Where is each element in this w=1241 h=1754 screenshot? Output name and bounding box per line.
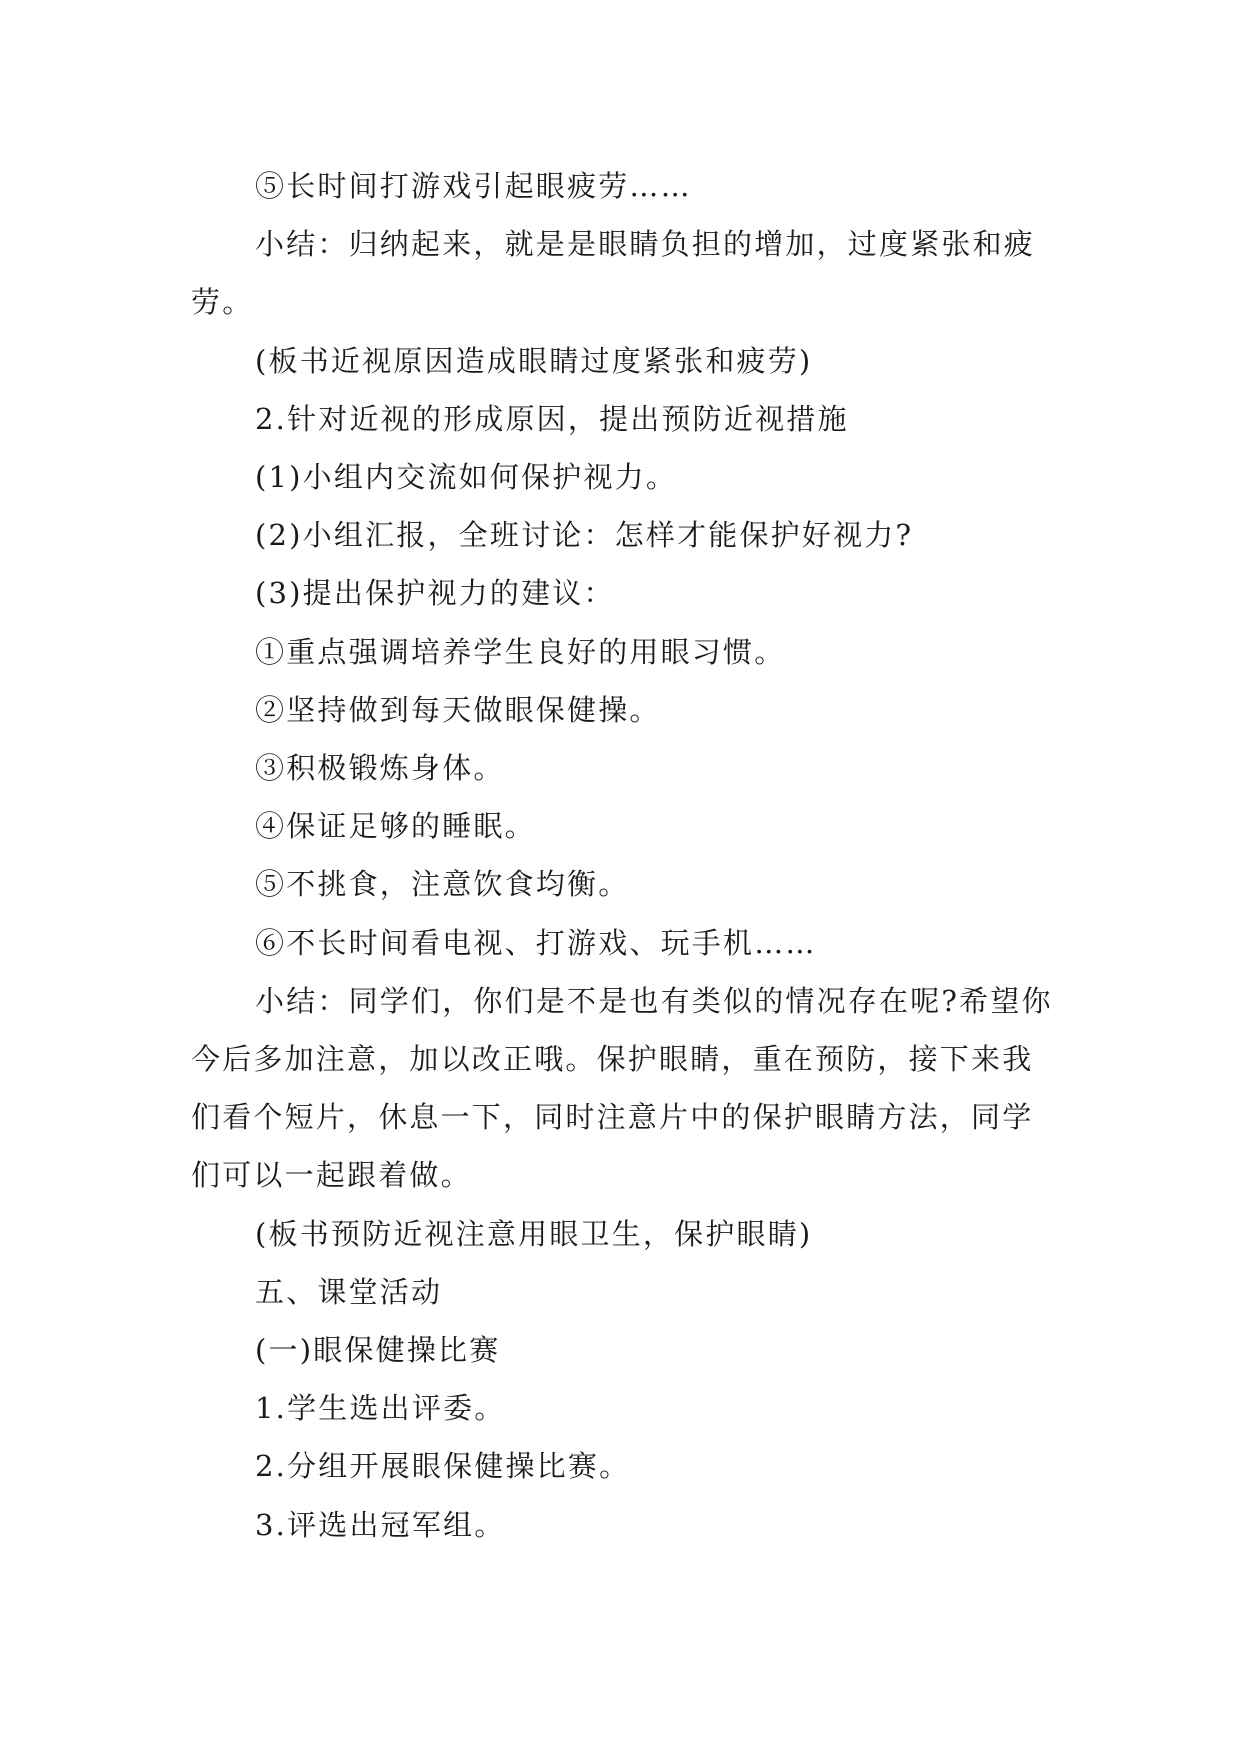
paragraph-board-note-2: (板书预防近视注意用眼卫生，保护眼睛)	[255, 1216, 813, 1251]
paragraph-suggestion-6: ⑥不长时间看电视、打游戏、玩手机……	[255, 925, 817, 960]
paragraph-suggestion-2: ②坚持做到每天做眼保健操。	[255, 692, 661, 727]
paragraph-activity-step-2: 2.分组开展眼保健操比赛。	[255, 1449, 631, 1484]
paragraph-suggestion-5: ⑤不挑食，注意饮食均衡。	[255, 867, 630, 902]
paragraph-heading-measures: 2.针对近视的形成原因，提出预防近视措施	[255, 401, 849, 436]
paragraph-step-3: (3)提出保护视力的建议：	[255, 576, 615, 611]
paragraph-subsection-heading: (一)眼保健操比赛	[255, 1333, 501, 1368]
paragraph-activity-step-1: 1.学生选出评委。	[255, 1391, 506, 1426]
paragraph-step-1: (1)小组内交流如何保护视力。	[255, 460, 678, 495]
paragraph-activity-step-3: 3.评选出冠军组。	[255, 1507, 506, 1542]
paragraph-step-2: (2)小组汇报，全班讨论：怎样才能保护好视力?	[255, 518, 914, 553]
document-body	[191, 157, 1061, 1554]
paragraph-summary-1: 小结：归纳起来，就是是眼睛负担的增加，过度紧张和疲劳。	[191, 227, 1036, 320]
paragraph-board-note-1: (板书近视原因造成眼睛过度紧张和疲劳)	[255, 343, 813, 378]
paragraph-suggestion-1: ①重点强调培养学生良好的用眼习惯。	[255, 634, 786, 669]
paragraph-suggestion-4: ④保证足够的睡眠。	[255, 809, 536, 844]
paragraph-suggestion-3: ③积极锻炼身体。	[255, 751, 505, 786]
paragraph-section-heading: 五、课堂活动	[255, 1274, 443, 1309]
paragraph-summary-2: 小结：同学们，你们是不是也有类似的情况存在呢?希望你今后多加注意，加以改正哦。保护眼睛，重在预防，接下来我们看个短片，休息一下，同时注意片中的保护眼睛方法，同学们可以一起跟着做。	[191, 983, 1053, 1193]
paragraph-item-5-eye-strain: ⑤长时间打游戏引起眼疲劳……	[255, 169, 692, 203]
